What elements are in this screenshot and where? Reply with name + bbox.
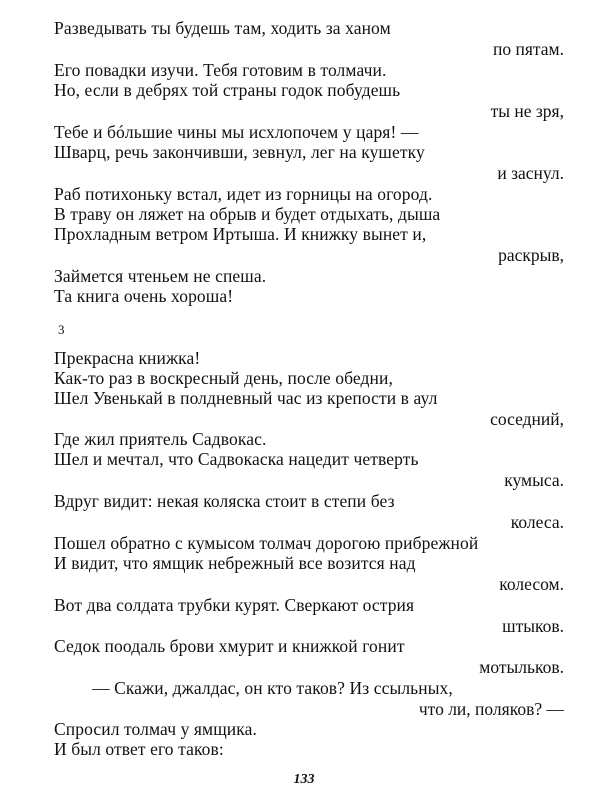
- text-line: И видит, что ямщик небрежный все возится над: [54, 553, 416, 573]
- text-line: В траву он ляжет на обрыв и будет отдыхать, дыша: [54, 204, 441, 224]
- text-line: Шел Увенькай в полдневный час из крепости в аул: [54, 388, 438, 408]
- text-line: Но, если в дебрях той страны годок побудешь: [54, 80, 401, 100]
- text-line-continuation: колесом.: [499, 574, 564, 594]
- text-line-continuation: по пятам.: [493, 39, 564, 59]
- text-line: Шварц, речь закончивши, зевнул, лег на кушетку: [54, 142, 425, 162]
- text-line: Раб потихоньку встал, идет из горницы на огород.: [54, 184, 433, 204]
- text-line: И был ответ его таков:: [54, 739, 224, 759]
- text-line-continuation: раскрыв,: [498, 245, 564, 265]
- text-line: Тебе и бóльшие чины мы исхлопочем у царя! —: [54, 122, 419, 142]
- page-number: 133: [293, 772, 315, 787]
- text-line-continuation: штыков.: [502, 616, 564, 636]
- text-line: Где жил приятель Садвокас.: [54, 429, 267, 449]
- text-line-continuation: и заснул.: [497, 163, 564, 183]
- text-line: Спросил толмач у ямщика.: [54, 719, 257, 739]
- text-line: Прохладным ветром Иртыша. И книжку вынет и,: [54, 224, 427, 244]
- text-line: Седок поодаль брови хмурит и книжкой гонит: [54, 636, 405, 656]
- text-line: Вдруг видит: некая коляска стоит в степи без: [54, 491, 395, 511]
- text-line: Его повадки изучи. Тебя готовим в толмачи.: [54, 60, 387, 80]
- text-line-continuation: ты не зря,: [490, 101, 564, 121]
- text-line-dialogue: — Скажи, джалдас, он кто таков? Из ссыльных,: [92, 678, 453, 698]
- text-line: Прекрасна книжка!: [54, 348, 201, 368]
- text-line-continuation: соседний,: [490, 409, 564, 429]
- text-line: Как-то раз в воскресный день, после обедни,: [54, 368, 393, 388]
- text-line: Пошел обратно с кумысом толмач дорогою прибрежной: [54, 533, 479, 553]
- text-line: Шел и мечтал, что Садвокаска нацедит четверть: [54, 449, 419, 469]
- text-line: Разведывать ты будешь там, ходить за ханом: [54, 18, 391, 38]
- section-number: 3: [58, 322, 65, 337]
- text-line: Займется чтеньем не спеша.: [54, 266, 267, 286]
- text-line-continuation: мотыльков.: [479, 657, 564, 677]
- text-line-continuation: что ли, поляков? —: [418, 699, 564, 719]
- text-line-continuation: колеса.: [510, 512, 564, 532]
- text-line: Вот два солдата трубки курят. Сверкают острия: [54, 595, 415, 615]
- text-line: Та книга очень хороша!: [54, 286, 234, 306]
- text-line-continuation: кумыса.: [504, 470, 564, 490]
